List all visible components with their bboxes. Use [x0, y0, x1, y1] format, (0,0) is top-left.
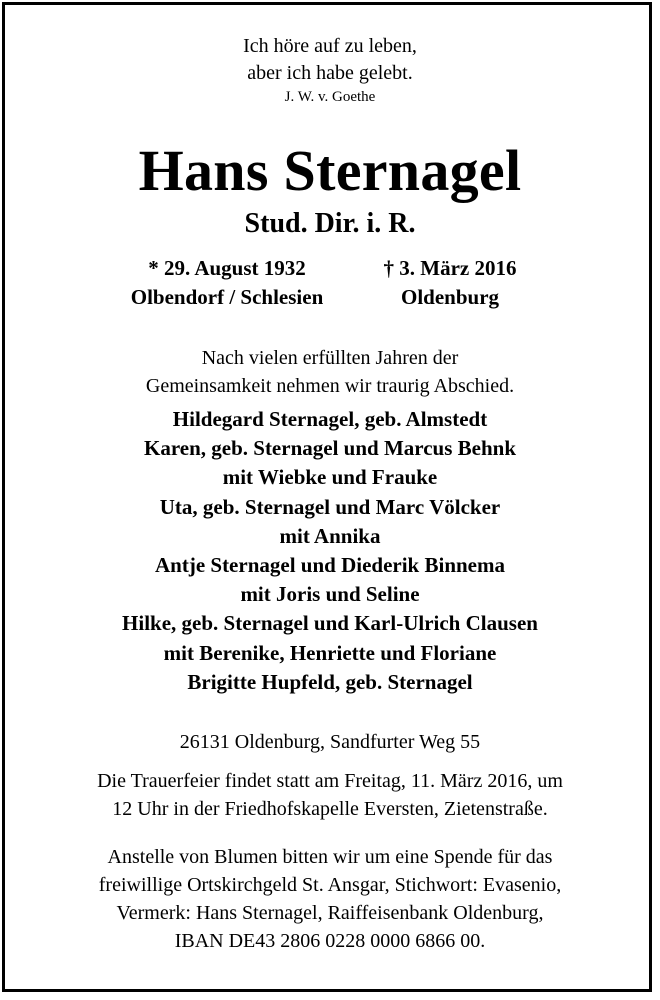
- service-line: Die Trauerfeier findet statt am Freitag, 11. März 2016, um: [97, 770, 563, 792]
- address: 26131 Oldenburg, Sandfurter Weg 55: [179, 731, 481, 753]
- farewell-text: [0, 344, 660, 400]
- family-line: mit Berenike, Henriette und Floriane: [163, 640, 497, 665]
- family-list: [0, 405, 660, 697]
- birth-place: Olbendorf / Schlesien: [130, 285, 324, 309]
- service-info: [0, 767, 660, 823]
- birth-date: * 29. August 1932: [148, 256, 306, 280]
- family-line: mit Joris und Seline: [240, 582, 420, 607]
- family-line: mit Annika: [279, 523, 381, 548]
- family-line: Antje Sternagel und Diederik Binnema: [154, 553, 505, 578]
- donation-line: IBAN DE43 2806 0228 0000 6866 00.: [174, 930, 486, 952]
- deceased-title: Stud. Dir. i. R.: [244, 208, 416, 239]
- quote-author: J. W. v. Goethe: [284, 89, 376, 105]
- quote-block: [0, 33, 660, 107]
- service-line: 12 Uhr in der Friedhofskapelle Eversten, Zietenstraße.: [112, 798, 548, 820]
- family-line: Brigitte Hupfeld, geb. Sternagel: [187, 669, 473, 694]
- quote-line: aber ich habe gelebt.: [247, 62, 413, 84]
- family-line: Uta, geb. Sternagel und Marc Völcker: [159, 494, 501, 519]
- birth-info: [112, 254, 342, 312]
- family-line: mit Wiebke und Frauke: [222, 465, 438, 490]
- donation-line: freiwillige Ortskirchgeld St. Ansgar, Stichwort: Evasenio,: [98, 874, 562, 896]
- donation-line: Anstelle von Blumen bitten wir um eine Spende für das: [107, 846, 553, 868]
- farewell-line: Nach vielen erfüllten Jahren der: [201, 347, 459, 369]
- death-info: [350, 254, 550, 312]
- farewell-line: Gemeinsamkeit nehmen wir traurig Abschied.: [145, 375, 515, 397]
- death-place: Oldenburg: [400, 285, 500, 309]
- deceased-name: Hans Sternagel: [138, 138, 522, 203]
- family-line: Hilke, geb. Sternagel und Karl-Ulrich Clausen: [122, 611, 538, 636]
- family-line: Karen, geb. Sternagel und Marcus Behnk: [143, 436, 516, 461]
- family-line: Hildegard Sternagel, geb. Almstedt: [172, 407, 488, 431]
- death-date: † 3. März 2016: [383, 256, 517, 280]
- quote-line: Ich höre auf zu leben,: [243, 35, 417, 57]
- donation-line: Vermerk: Hans Sternagel, Raiffeisenbank Oldenburg,: [116, 902, 544, 924]
- donation-info: [0, 843, 660, 955]
